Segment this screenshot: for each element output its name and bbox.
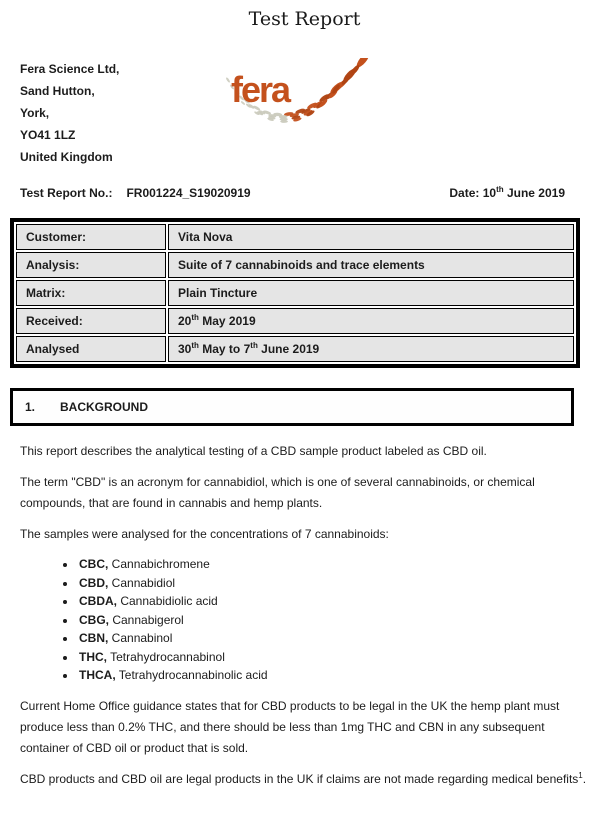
list-item — [77, 666, 587, 685]
list-item — [77, 611, 587, 630]
footnote-ref: 1 — [578, 770, 583, 780]
row-value — [168, 224, 574, 250]
section-header-background — [10, 388, 574, 426]
row-value — [168, 280, 574, 306]
paragraph: Current Home Office guidance states that for CBD products to be legal in the UK the hemp plant must produce less than 0.2% THC, and there should be less than 1mg THC and CBN in any subsequent container of CBD oil or product that is sold. — [20, 698, 560, 755]
report-number — [20, 186, 251, 200]
list-item — [77, 629, 587, 648]
paragraph-text: CBD products and CBD oil are legal products in the UK if claims are not made regarding medical benefits — [20, 771, 579, 786]
item-name: Cannabidiol — [108, 575, 176, 590]
list-item — [77, 555, 587, 574]
item-abbr: CBD, — [79, 575, 109, 590]
paragraph: The samples were analysed for the concentrations of 7 cannabinoids: — [20, 527, 389, 541]
item-name: Cannabichromene — [108, 557, 210, 571]
value-text: May to 7 — [198, 342, 251, 356]
row-value — [168, 308, 574, 334]
address-line: Fera Science Ltd, — [20, 62, 120, 76]
paragraph — [20, 769, 587, 790]
value-text: June 2019 — [257, 342, 320, 356]
report-header — [0, 58, 609, 170]
table-row — [16, 308, 574, 334]
table-row — [16, 336, 574, 362]
row-label: Analysed — [16, 336, 166, 362]
row-value — [168, 252, 574, 278]
value-text: May 2019 — [198, 314, 256, 328]
section-body — [20, 441, 587, 790]
date-text: Date: 10 — [449, 186, 497, 200]
list-item — [77, 592, 587, 611]
row-value — [168, 336, 574, 362]
item-name: Tetrahydrocannabinol — [107, 649, 225, 664]
row-label: Received: — [16, 308, 166, 334]
address-line: YO41 1LZ — [20, 128, 76, 142]
item-abbr: CBG, — [79, 612, 109, 627]
paragraph-text: . — [582, 771, 587, 786]
value-text: Suite of 7 cannabinoids and trace elements — [178, 258, 425, 272]
date-ordinal: th — [191, 313, 199, 322]
value-text: Vita Nova — [178, 230, 233, 244]
fera-logo — [224, 58, 369, 136]
cannabinoid-list — [20, 555, 587, 685]
list-item — [77, 574, 587, 593]
table-row — [16, 224, 574, 250]
section-number: 1. — [25, 400, 36, 414]
row-label: Analysis: — [16, 252, 166, 278]
table-row — [16, 280, 574, 306]
list-item — [77, 648, 587, 667]
date-ordinal: th — [496, 185, 504, 194]
section-title: BACKGROUND — [60, 400, 148, 414]
report-no-value: FR001224_S19020919 — [126, 186, 251, 200]
address-line: York, — [20, 106, 50, 120]
item-abbr: CBC, — [79, 557, 109, 571]
item-name: Tetrahydrocannabinolic acid — [115, 668, 268, 682]
item-name: Cannabidiolic acid — [117, 594, 218, 608]
report-date — [449, 186, 565, 200]
fera-logo-text: fera — [231, 69, 290, 110]
item-name: Cannabinol — [108, 631, 173, 645]
value-text: 20 — [178, 314, 192, 328]
date-ordinal: th — [191, 341, 199, 350]
address-line: Sand Hutton, — [20, 84, 95, 98]
item-abbr: THCA, — [79, 668, 116, 682]
item-name: Cannabigerol — [109, 612, 184, 627]
paragraph: This report describes the analytical testing of a CBD sample product labeled as CBD oil. — [20, 444, 487, 458]
date-text: June 2019 — [503, 186, 565, 200]
value-text: Plain Tincture — [178, 286, 258, 300]
address-line: United Kingdom — [20, 150, 113, 164]
paragraph: The term "CBD" is an acronym for cannabidiol, which is one of several cannabinoids, or chemical compounds, that are found in cannabis and hemp plants. — [20, 475, 535, 510]
row-label: Customer: — [16, 224, 166, 250]
table-row — [16, 252, 574, 278]
date-ordinal: th — [250, 341, 258, 350]
item-abbr: CBN, — [79, 631, 109, 645]
row-label: Matrix: — [16, 280, 166, 306]
page-title: Test Report — [248, 8, 361, 30]
item-abbr: CBDA, — [79, 594, 117, 608]
item-abbr: THC, — [79, 649, 107, 664]
report-meta-row — [20, 186, 565, 200]
value-text: 30 — [178, 342, 192, 356]
summary-table — [10, 218, 580, 368]
report-no-label: Test Report No.: — [20, 186, 113, 200]
